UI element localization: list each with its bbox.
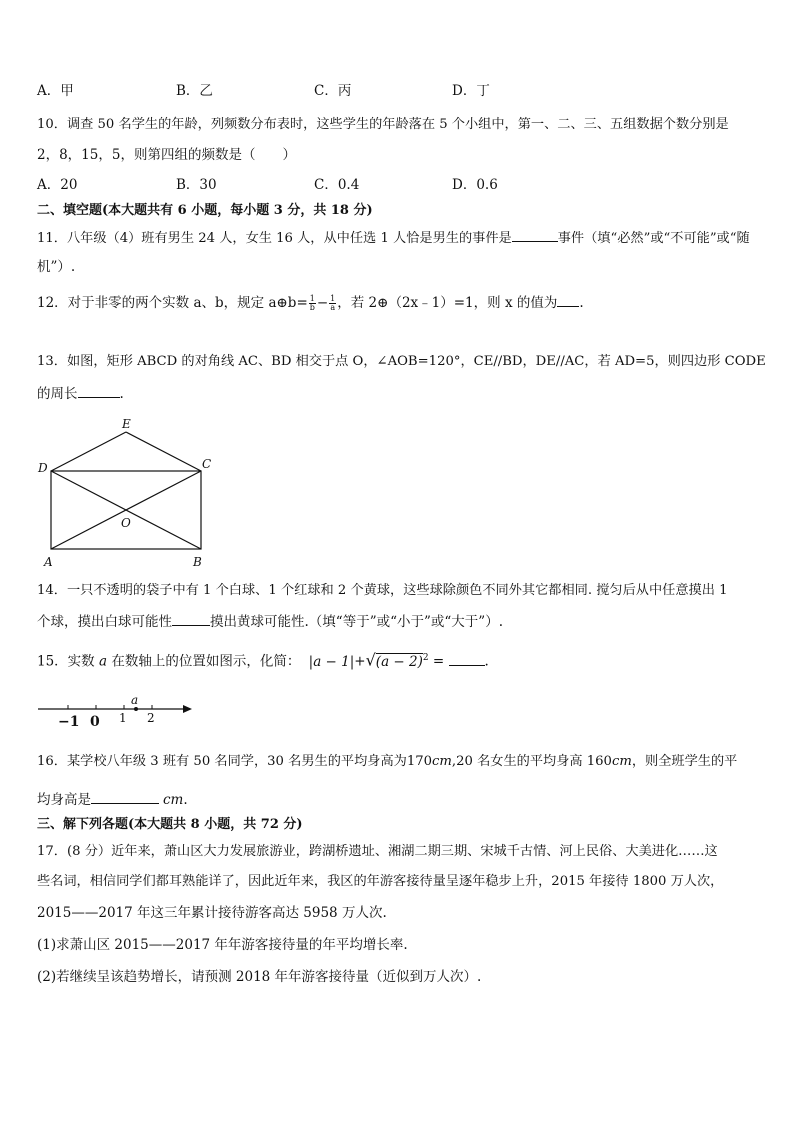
q10-option-b: B．30 [176, 177, 217, 193]
q16-value-170: 170 [406, 754, 432, 769]
q16-text-a: 16．某学校八年级 3 班有 50 名同学，30 名男生的平均身高为 [37, 754, 407, 769]
q15-equals: = [432, 653, 445, 670]
q10-line1: 10．调查 50 名学生的年龄，列频数分布表时，这些学生的年龄落在 5 个小组中，第一、二、三、五组数据个数分别是 [37, 117, 729, 132]
q12-text-a: 12．对于非零的两个实数 a、b，规定 a⊕b= [37, 295, 308, 311]
tick-label-2: 2 [147, 711, 155, 725]
q11-line2: 机”）. [37, 259, 76, 275]
q12-minus: − [316, 295, 329, 311]
q10-line2: 2，8，15，5，则第四组的频数是（ ） [37, 147, 296, 163]
q13-text-end: . [119, 386, 124, 402]
q16-text-mid: ,20 名女生的平均身高 160 [451, 754, 612, 769]
q14-text-b: 摸出黄球可能性.（填“等于”或“小于”或“大于”）. [210, 614, 503, 630]
label-c: C [202, 457, 212, 471]
q12-fraction-1-over-a: $\frac{1}{a}$ [330, 294, 336, 312]
q15-exponent: 2 [422, 653, 429, 663]
q12-text-b: ，若 2⊕（2x﹣1）=1，则 x 的值为 [337, 295, 558, 311]
q16-text-c: 均身高是 [37, 792, 91, 808]
q16-text-b: ，则全班学生的平 [631, 754, 738, 769]
q14-line1: 14．一只不透明的袋子中有 1 个白球、1 个红球和 2 个黄球，这些球除颜色不同外其它都相同. 搅匀后从中任意摸出 1 [37, 583, 728, 598]
label-b: B [193, 555, 202, 569]
q10-option-c: C．0.4 [314, 177, 360, 193]
label-a: A [44, 555, 53, 569]
q17-line2: 些名词，相信同学们都耳熟能详了，因此近年来，我区的年游客接待量呈逐年稳步上升，2015 年接待 1800 万人次， [37, 874, 724, 889]
q12-fraction-1-over-b: $\frac{1}{b}$ [309, 294, 315, 312]
section3-heading: 三、解下列各题(本大题共 8 小题，共 72 分) [37, 817, 303, 832]
label-e: E [122, 417, 131, 431]
label-d: D [38, 461, 48, 475]
q17-line1: 17．(8 分）近年来，萧山区大力发展旅游业，跨湖桥遗址、湘湖二期三期、宋城千古情、河上民俗、大美进化……这 [37, 844, 718, 859]
q15-text-end: . [484, 653, 489, 670]
q9-option-d: D．丁 [452, 83, 490, 99]
q10-option-d: D．0.6 [452, 177, 498, 193]
q16-unit-cm-1: cm [432, 754, 452, 769]
q9-option-c: C．丙 [314, 83, 352, 99]
q14-text-a: 个球，摸出白球可能性 [37, 614, 172, 630]
q15-plus: + [354, 653, 366, 670]
section2-heading: 二、填空题(本大题共有 6 小题，每小题 3 分，共 18 分) [37, 203, 373, 218]
q12-text-end: . [579, 295, 584, 311]
point-a-icon [134, 707, 138, 711]
q9-option-b: B．乙 [176, 83, 213, 99]
q16-line2 [37, 789, 188, 810]
sqrt-icon: √ [365, 650, 376, 670]
q15-text-a: 15．实数 [37, 653, 95, 670]
number-line-arrow-icon [183, 705, 192, 713]
q11-text-b: 事件（填“必然”或“不可能”或“随 [557, 231, 750, 246]
q16-unit-cm-2: cm [611, 754, 632, 769]
q13-text-a: 的周长 [37, 386, 78, 402]
q9-option-a: A．甲 [37, 83, 74, 99]
label-o: O [121, 516, 131, 530]
q16-line1 [37, 752, 737, 772]
q13-line1: 13．如图，矩形 ABCD 的对角线 AC、BD 相交于点 O，∠AOB=120°，CE//BD，DE//AC，若 AD=5，则四边形 CODE [37, 354, 766, 369]
tick-label-0: 0 [90, 714, 100, 730]
q15-variable-a: a [98, 653, 108, 670]
number-line-label-a: a [131, 693, 139, 707]
tick-label-1: 1 [119, 711, 127, 725]
q10-option-a: A．20 [37, 177, 78, 193]
q16-unit-cm-3: cm [163, 792, 184, 808]
q15-text-b: 在数轴上的位置如图示，化简： [111, 653, 301, 670]
q16-text-end: . [183, 792, 188, 808]
q17-sub2: (2)若继续呈该趋势增长，请预测 2018 年年游客接待量（近似到万人次）. [37, 969, 482, 985]
q11-text-a: 11．八年级（4）班有男生 24 人，女生 16 人，从中任选 1 人恰是男生的事件是 [37, 231, 512, 246]
q17-line3: 2015——2017 年这三年累计接待游客高达 5958 万人次. [37, 905, 387, 921]
q17-sub1: (1)求萧山区 2015——2017 年年游客接待量的年平均增长率. [37, 937, 408, 953]
q15-abs-expression: |a − 1| [308, 653, 355, 670]
tick-label-neg1: −1 [58, 714, 80, 730]
q15-radicand: (a − 2) [375, 653, 423, 670]
q16-answer-blank[interactable] [91, 789, 159, 804]
